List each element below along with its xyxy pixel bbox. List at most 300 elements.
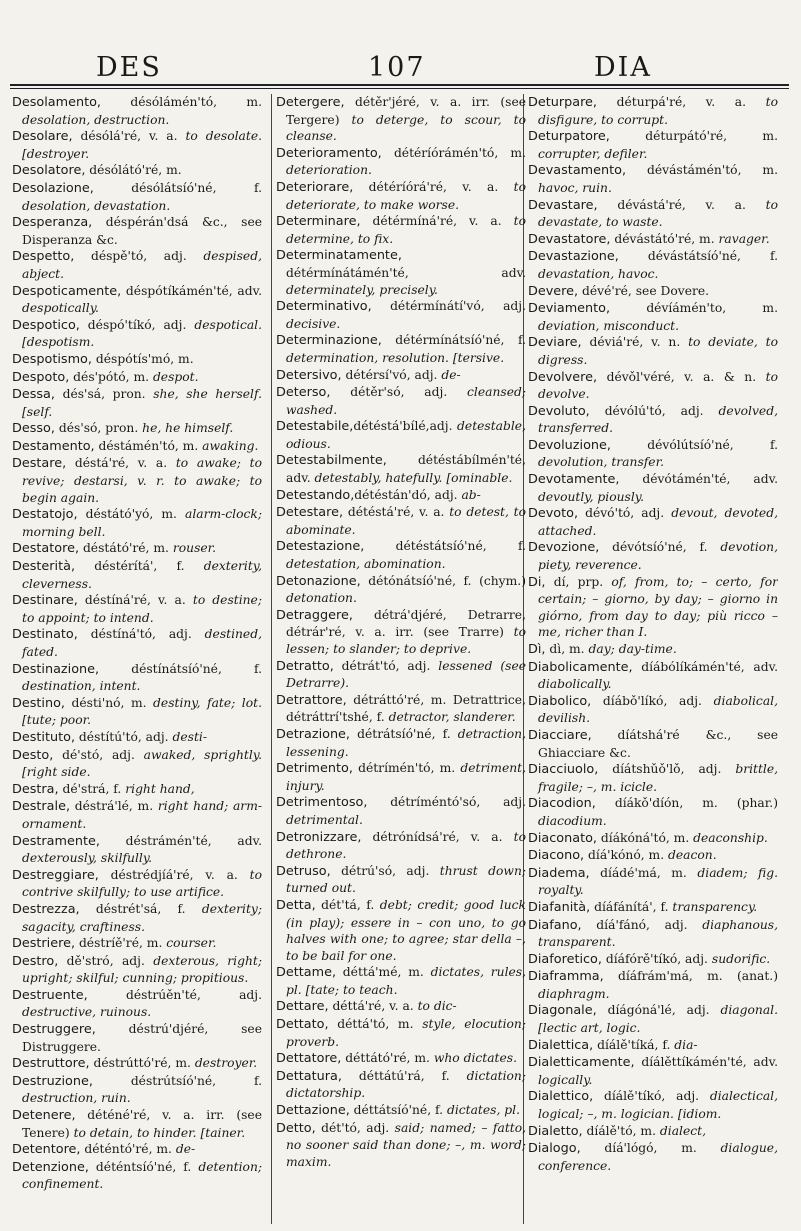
translation: decisive. [286, 316, 341, 331]
translation: ab- [457, 487, 481, 502]
pronunciation-grammar: dévólú'tó, adj. [589, 403, 704, 418]
pronunciation-grammar: díákóná'tó, m. [596, 830, 690, 845]
header-right-guideword: DIA [594, 52, 652, 83]
headword: Destra, [12, 781, 59, 797]
pronunciation-grammar: détéríórá'ré, v. a. [353, 179, 499, 194]
headword: Despotico, [12, 317, 80, 333]
headword: Detrattore, [276, 692, 347, 708]
pronunciation-grammar: déstíná'ré, v. a. [77, 593, 186, 608]
headword: Desto, [12, 747, 54, 763]
translation: desolation, destruction. [22, 112, 170, 127]
dictionary-entry [12, 1073, 262, 1107]
pronunciation-grammar: déspótíkámén'té, adv. [121, 283, 262, 298]
pronunciation-grammar: détéríórámén'tó, m. [381, 145, 526, 160]
pronunciation-grammar: dévástátó'ré, m. [610, 231, 715, 246]
pronunciation-grammar: déspě'tó, adj. [74, 249, 187, 264]
translation: she, she herself. [self. [22, 387, 262, 419]
headword: Detestazione, [276, 539, 365, 555]
pronunciation-grammar: désti'nó, m. [64, 695, 147, 710]
dictionary-entry [528, 334, 778, 368]
headword: Destrezza, [12, 901, 80, 917]
headword: Destare, [12, 456, 67, 472]
translation: diaphanous, transparent. [538, 917, 778, 950]
translation: despotically. [22, 301, 99, 316]
headword: Detrimentoso, [276, 795, 368, 811]
headword: Despotismo, [12, 351, 92, 367]
pronunciation-grammar: désólámén'tó, m. [101, 95, 262, 109]
pronunciation-grammar: déténtó'ré, m. [80, 1142, 172, 1157]
headword: Diafanità, [528, 899, 591, 915]
dictionary-entry [276, 1120, 526, 1171]
dictionary-entry [528, 283, 778, 301]
headword: Detrimento, [276, 761, 353, 777]
headword: Dettazione, [276, 1103, 350, 1119]
headword: Destruttore, [12, 1056, 90, 1072]
headword: Detraggere, [276, 607, 353, 623]
dictionary-entry [12, 626, 262, 660]
pronunciation-grammar: dévótsíó'né, f. [599, 540, 708, 555]
dictionary-entry [12, 781, 262, 799]
translation: despotical. [despotism. [22, 317, 262, 350]
pronunciation-grammar: díá'lógó, m. [580, 1141, 697, 1156]
dictionary-entry [276, 573, 526, 607]
pronunciation-grammar: dés'pótó, m. [69, 369, 150, 384]
translation: to lessen; to slander; to deprive. [286, 625, 526, 656]
translation: devotion, piety, reverence. [538, 540, 778, 573]
dictionary-entry [528, 539, 778, 573]
headword: Detentore, [12, 1142, 81, 1158]
translation: destroyer. [190, 1056, 258, 1071]
headword: Deturpare, [528, 95, 598, 110]
dictionary-entry [528, 1088, 778, 1122]
headword: Dettato, [276, 1017, 329, 1033]
headword: Destino, [12, 695, 65, 711]
pronunciation-grammar: déstá'ré, v. a. [66, 456, 168, 471]
pronunciation-grammar: dě'stró, adj. [58, 953, 145, 968]
pronunciation-grammar: désólá'ré, v. a. [72, 129, 178, 144]
dictionary-entry [12, 935, 262, 953]
pronunciation-grammar: déstíná'tó, adj. [77, 627, 192, 642]
dictionary-entry [528, 1037, 778, 1055]
pronunciation-grammar: dévástátsíó'né, f. [618, 249, 778, 264]
pronunciation-grammar: dì, m. [545, 642, 585, 656]
translation: to determine, to fix. [286, 214, 526, 246]
dictionary-entry [12, 180, 262, 214]
headword: Destruente, [12, 987, 88, 1003]
translation: havoc, ruin. [538, 180, 612, 195]
translation: de- [437, 367, 461, 382]
translation: detractor, slanderer. [384, 710, 516, 725]
headword: Detto, [276, 1120, 316, 1136]
pronunciation-grammar: déttá'ré, v. a. [328, 999, 414, 1014]
dictionary-entry [276, 692, 526, 726]
dictionary-entry [528, 847, 778, 865]
dictionary-entry [276, 94, 526, 145]
dictionary-entry [528, 403, 778, 437]
dictionary-entry [12, 248, 262, 282]
translation: to dethrone. [286, 829, 526, 862]
headword: Dettare, [276, 999, 329, 1015]
pronunciation-grammar: díá'kónó, m. [584, 848, 665, 863]
translation: determinately, precisely. [286, 282, 438, 297]
dictionary-entry [12, 214, 262, 248]
headword: Diaforetico, [528, 951, 602, 967]
dictionary-entry [12, 1159, 262, 1193]
column-1 [12, 94, 262, 1224]
headword: Devoto, [528, 506, 579, 522]
dictionary-entry [12, 283, 262, 317]
translation: to dic- [413, 999, 457, 1014]
pronunciation-grammar: díábólíkámén'té, adv. [632, 659, 778, 674]
headword: Desterità, [12, 559, 76, 575]
translation: destructive, ruinous. [22, 1005, 152, 1020]
headword: Dettame, [276, 965, 337, 981]
dictionary-entry [12, 94, 262, 128]
translation: desolation, devastation. [22, 198, 171, 213]
translation: diacodium. [538, 813, 607, 828]
headword: Destrale, [12, 799, 71, 815]
dictionary-entry [12, 369, 262, 387]
headword: Devastamento, [528, 163, 627, 179]
pronunciation-grammar: díá'fánó, adj. [581, 917, 688, 932]
translation: dictation; dictatorship. [286, 1068, 526, 1101]
pronunciation-grammar: díáfórě'tíkó, adj. [601, 951, 708, 966]
pronunciation-grammar: déttátó'ré, m. [341, 1051, 430, 1066]
pronunciation-grammar: déttá'mé, m. [336, 965, 424, 980]
dictionary-entry [528, 641, 778, 659]
dictionary-entry [528, 248, 778, 282]
headword: Deturpatore, [528, 129, 610, 145]
headword: Desolare, [12, 129, 73, 145]
pronunciation-grammar: déspérán'dsá &c., see Disperanza &c. [22, 215, 262, 247]
headword: Detergere, [276, 95, 345, 110]
translation: right hand; arm-ornament. [22, 799, 262, 831]
pronunciation-grammar: détrónídsá'ré, v. a. [361, 829, 503, 844]
translation: to devolve. [538, 369, 778, 402]
pronunciation-grammar: déstrúttó'ré, m. [89, 1056, 191, 1071]
headword: Desolatore, [12, 163, 86, 179]
dictionary-entry [12, 833, 262, 867]
column-2 [276, 94, 526, 1224]
dictionary-entry [528, 899, 778, 917]
dictionary-entry [528, 917, 778, 951]
headword: Detenzione, [12, 1159, 89, 1175]
dictionary-entry [12, 506, 262, 540]
translation: to deterge, to scour, to cleanse. [286, 112, 526, 144]
translation: alarm-clock; morning bell. [22, 507, 262, 539]
pronunciation-grammar: déténé'ré, v. a. irr. (see Tenere) [22, 1108, 262, 1140]
translation: despot. [149, 369, 199, 384]
pronunciation-grammar: déstámén'tó, m. [94, 438, 199, 453]
headword: Destatore, [12, 541, 80, 557]
translation: deacon. [664, 848, 717, 863]
dictionary-entry [528, 693, 778, 727]
pronunciation-grammar: détrímén'tó, m. [352, 761, 456, 776]
translation: awaking. [198, 438, 259, 453]
pronunciation-grammar: dévíámén'to, m. [610, 301, 778, 316]
headword: Determinativo, [276, 299, 372, 315]
translation: deviation, misconduct. [538, 318, 680, 333]
pronunciation-grammar: dét'tó, adj. [315, 1120, 390, 1135]
dictionary-entry [528, 505, 778, 539]
translation: devolved, transferred. [538, 403, 778, 436]
dictionary-entry [12, 1021, 262, 1055]
translation: detestation, abomination. [286, 557, 446, 572]
translation: dictates, rules, pl. [tate; to teach. [286, 965, 526, 997]
translation: to detain, to hinder. [tainer. [69, 1125, 246, 1140]
headword: Destreggiare, [12, 867, 99, 883]
dictionary-entry [276, 487, 526, 505]
headword: Desso, [12, 421, 55, 437]
dictionary-entry [276, 452, 526, 486]
pronunciation-grammar: díálěttíkámén'té, adv. [634, 1055, 778, 1070]
translation: detraction, lessening. [286, 726, 526, 759]
translation: sudorific. [707, 951, 771, 966]
translation: awaked, sprightly. [right side. [22, 747, 262, 780]
pronunciation-grammar: détéstá'bílé,adj. [353, 419, 453, 434]
translation: detonation. [286, 591, 357, 606]
pronunciation-grammar: détéstátsíó'né, f. [364, 539, 526, 554]
translation: dialect, [656, 1123, 706, 1138]
pronunciation-grammar: díádé'má, m. [589, 865, 687, 880]
translation: to deteriorate, to make worse. [286, 179, 526, 212]
pronunciation-grammar: détérmínátí'vó, adj. [371, 299, 526, 314]
headword: Diabolicamente, [528, 659, 633, 675]
headword: Devastatore, [528, 231, 611, 247]
headword: Dialetticamente, [528, 1055, 635, 1071]
headword: Detronizzare, [276, 829, 362, 845]
headword: Detonazione, [276, 573, 361, 589]
headword: Detruso, [276, 863, 331, 879]
dictionary-entry [12, 540, 262, 558]
pronunciation-grammar: díálě'tíkó, adj. [593, 1089, 700, 1104]
pronunciation-grammar: déstrú'djéré, see Distruggere. [22, 1022, 262, 1054]
headword: Dialettico, [528, 1089, 594, 1105]
headword: Detestabile, [276, 419, 354, 435]
dictionary-entry [12, 798, 262, 832]
dictionary-entry [12, 747, 262, 781]
dictionary-entry [276, 998, 526, 1016]
dictionary-entry [12, 420, 262, 438]
pronunciation-grammar: déstrúěn'té, adj. [87, 987, 262, 1002]
translation: right hand, [121, 781, 195, 796]
translation: devolution, transfer. [538, 455, 665, 470]
dictionary-entry [528, 761, 778, 795]
dictionary-entry [276, 1102, 526, 1120]
translation: diagonal. [lectic art, logic. [538, 1003, 778, 1036]
translation: devoutly, piously. [538, 489, 645, 504]
dictionary-entry [276, 726, 526, 760]
translation: devout, devoted, attached. [538, 506, 778, 538]
headword: Deteriorare, [276, 179, 354, 195]
translation: diaphragm. [538, 986, 610, 1001]
translation: to disfigure, to corrupt. [538, 95, 778, 127]
headword: Detestare, [276, 505, 344, 521]
headword: Deterioramento, [276, 145, 382, 161]
pronunciation-grammar: déstérítá', f. [75, 559, 185, 574]
headword: Detta, [276, 897, 316, 913]
headword: Dettatore, [276, 1051, 342, 1067]
dictionary-entry [528, 968, 778, 1002]
pronunciation-grammar: déstrá'lé, m. [70, 799, 154, 814]
translation: cleansed; washed. [286, 385, 526, 417]
pronunciation-grammar: déspó'tíkó, adj. [79, 317, 187, 332]
translation: to awake; to revive; destarsi, v. r. to awake; to begin again. [22, 456, 262, 505]
pronunciation-grammar: dé'stó, adj. [53, 747, 135, 762]
translation: detrimental. [286, 812, 363, 827]
headword: Devere, [528, 283, 579, 299]
translation: dexterity, cleverness. [22, 559, 262, 591]
translation: despised, abject. [22, 249, 262, 281]
headword: Determinare, [276, 214, 361, 230]
translation: destruction, ruin. [22, 1091, 131, 1106]
headword: Detrazione, [276, 726, 351, 742]
translation: destined, fated. [22, 627, 262, 659]
translation: detriment, injury. [286, 761, 526, 793]
pronunciation-grammar: déttá'tó, m. [328, 1017, 414, 1032]
dictionary-entry [528, 574, 778, 641]
pronunciation-grammar: díábǒ'líkó, adj. [591, 693, 702, 708]
pronunciation-grammar: désólátó'ré, m. [85, 163, 182, 178]
pronunciation-grammar: dévástá'ré, v. a. [597, 197, 746, 212]
headword: Destituto, [12, 729, 76, 745]
headword: Dettatura, [276, 1068, 342, 1084]
pronunciation-grammar: déstítú'tó, adj. [75, 729, 169, 744]
pronunciation-grammar: déturpátó'ré, m. [609, 129, 778, 144]
pronunciation-grammar: déstrédjíá'ré, v. a. [98, 867, 238, 882]
headword: Desolazione, [12, 180, 94, 196]
dictionary-entry [12, 317, 262, 351]
translation: deaconship. [689, 830, 768, 845]
dictionary-entry [528, 162, 778, 196]
dictionary-entry [276, 504, 526, 538]
pronunciation-grammar: dés'só, pron. [54, 421, 139, 436]
headword: Detestabilmente, [276, 453, 387, 469]
translation: destiny, fate; lot. [tute; poor. [22, 695, 262, 728]
pronunciation-grammar: détěr'só, adj. [330, 385, 448, 400]
translation: he, he himself. [138, 421, 234, 436]
headword: Diabolico, [528, 693, 592, 709]
translation: diabolically. [538, 677, 612, 692]
pronunciation-grammar: détrátsíó'né, f. [350, 726, 451, 741]
translation: to devastate, to waste. [538, 197, 778, 230]
dictionary-entry [528, 471, 778, 505]
headword: Devastazione, [528, 249, 619, 265]
dictionary-entry [12, 592, 262, 626]
translation: thrust down; turned out. [286, 863, 526, 896]
pronunciation-grammar: détérmínátámén'té, adv. [286, 265, 526, 280]
translation: to deviate, to digress. [538, 335, 778, 367]
pronunciation-grammar: díáfrám'má, m. (anat.) [603, 969, 778, 984]
column-3 [528, 94, 778, 1224]
dictionary-entry [276, 418, 526, 452]
dictionary-entry [12, 695, 262, 729]
pronunciation-grammar: dévé'ré, see Dovere. [578, 283, 710, 298]
pronunciation-grammar: détěr'jéré, v. a. irr. (see Tergere) [286, 95, 526, 127]
pronunciation-grammar: détríméntó'só, adj. [367, 795, 526, 810]
headword: Destriere, [12, 936, 76, 952]
pronunciation-grammar: dé'strá, f. [58, 781, 122, 796]
translation: destination, intent. [22, 679, 141, 694]
translation: of, from, to; – certo, for certain; – giorno, by day; – giorno in giórno, from day to day; più ricco – me, richer than I. [538, 574, 778, 640]
pronunciation-grammar: détéstán'dó, adj. [354, 487, 458, 502]
translation: to detest, to abominate. [286, 505, 526, 537]
pronunciation-grammar: détrát'tó, adj. [333, 658, 431, 673]
headword: Destruzione, [12, 1073, 93, 1089]
translation: diadem; fig. royalty. [538, 865, 778, 898]
translation: corrupter, defiler. [538, 146, 648, 161]
translation: detention; confinement. [22, 1159, 262, 1192]
pronunciation-grammar: détérmíná'ré, v. a. [360, 214, 502, 229]
pronunciation-grammar: dévástámén'tó, m. [626, 163, 778, 178]
dictionary-entry [276, 1050, 526, 1068]
dictionary-entry [528, 300, 778, 334]
headword: Devastare, [528, 197, 598, 213]
pronunciation-grammar: díátshá'ré &c., see Ghiacciare &c. [538, 727, 778, 760]
translation: dexterously, skilfully. [22, 851, 153, 866]
translation: rouser. [168, 541, 217, 556]
pronunciation-grammar: déviá'ré, v. n. [581, 335, 681, 350]
pronunciation-grammar: détérsí'vó, adj. [341, 367, 438, 382]
headword: Despetto, [12, 249, 75, 265]
translation: to contrive skilfully; to use artifice. [22, 867, 262, 900]
headword: Devolvere, [528, 369, 598, 385]
dictionary-entry [12, 558, 262, 592]
pronunciation-grammar: dévó'tó, adj. [578, 506, 665, 521]
pronunciation-grammar: déspótís'mó, m. [91, 351, 194, 366]
dictionary-entry [276, 658, 526, 692]
headword: Deviare, [528, 335, 582, 351]
dictionary-entry [276, 964, 526, 998]
dictionary-entry [276, 1068, 526, 1102]
headword: Detersivo, [276, 367, 342, 383]
translation: brittle, fragile; –, m. icicle. [538, 762, 778, 794]
dictionary-entry [276, 247, 526, 298]
dictionary-entry [12, 162, 262, 180]
pronunciation-grammar: désólátsíó'né, f. [93, 180, 262, 195]
dictionary-entry [528, 1054, 778, 1088]
translation: deterioration. [286, 163, 372, 178]
headword: Destatojo, [12, 507, 78, 523]
header-rule-thin [10, 88, 789, 89]
headword: Diacodion, [528, 796, 596, 812]
dictionary-entry [528, 865, 778, 899]
headword: Diaconato, [528, 830, 597, 846]
headword: Dialetto, [528, 1123, 583, 1139]
headword: Despoticamente, [12, 283, 122, 299]
pronunciation-grammar: déstínátsíó'né, f. [99, 661, 262, 676]
dictionary-entry [276, 179, 526, 213]
translation: debt; credit; good luck (in play); essere in – con uno, to go halves with one; to agree; star della –, to be bail for one. [286, 897, 526, 963]
dictionary-entry [528, 231, 778, 249]
header-rule [10, 84, 789, 86]
dictionary-entry [528, 1123, 778, 1141]
dictionary-entry [528, 795, 778, 829]
headword: Diacono, [528, 848, 585, 864]
dictionary-entry [12, 729, 262, 747]
pronunciation-grammar: détrú'só, adj. [330, 863, 430, 878]
dictionary-entry [528, 369, 778, 403]
translation: lessened (see Detrarre). [286, 658, 526, 691]
headword: Dì, [528, 642, 546, 657]
dictionary-entry [276, 384, 526, 418]
dictionary-entry [276, 794, 526, 828]
pronunciation-grammar: déstátó'ré, m. [79, 541, 169, 556]
headword: Dialettica, [528, 1037, 594, 1053]
pronunciation-grammar: déténtsíó'né, f. [88, 1159, 192, 1174]
pronunciation-grammar: déturpá'ré, v. a. [597, 95, 747, 109]
headword: Despoto, [12, 369, 70, 385]
